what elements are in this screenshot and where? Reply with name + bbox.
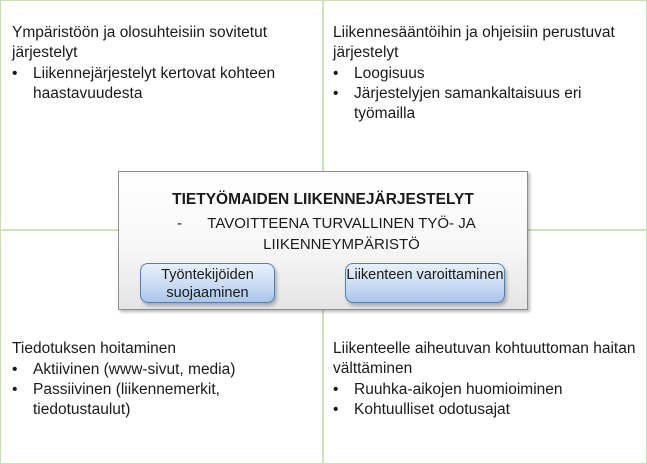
bullet-list <box>333 64 638 124</box>
bullet-list <box>333 380 638 420</box>
list-item <box>333 64 638 84</box>
quadrant-heading: Liikennesääntöihin ja ohjeisiin perustuvat järjestelyt <box>333 24 615 61</box>
bullet-icon: • <box>333 65 339 82</box>
list-item <box>12 380 312 420</box>
bullet-text: Aktiivinen (www-sivut, media) <box>33 361 236 378</box>
center-subtitle-text: TAVOITTEENA TURVALLINEN TYÖ- JA LIIKENNEYMPÄRISTÖ <box>207 215 476 253</box>
bullet-text: Järjestelyjen samankaltaisuus eri työmailla <box>354 85 582 122</box>
quadrant-bottom-right <box>333 339 638 420</box>
bullet-icon: • <box>12 65 18 82</box>
bullet-icon: • <box>333 401 339 418</box>
dash-marker: - <box>177 215 182 232</box>
bullet-list <box>12 360 312 420</box>
quadrant-heading: Ympäristöön ja olosuhteisiin sovitetut järjestelyt <box>12 24 268 61</box>
list-item <box>12 360 312 380</box>
quadrant-bottom-left <box>12 339 312 420</box>
quadrant-heading: Tiedotuksen hoitaminen <box>12 340 176 357</box>
bullet-icon: • <box>12 381 18 398</box>
center-subtitle <box>177 213 477 255</box>
bullet-list <box>12 64 312 104</box>
center-goal-box <box>118 171 528 310</box>
list-item <box>333 400 638 420</box>
quadrant-top-right <box>333 23 638 124</box>
bullet-text: Passiivinen (liikennemerkit, tiedotustaulut) <box>33 381 220 418</box>
center-title: TIETYÖMAIDEN LIIKENNEJÄRJESTELYT <box>172 191 474 208</box>
pill-worker-protection: Työntekijöiden suojaaminen <box>140 263 275 303</box>
list-item <box>12 64 312 104</box>
quadrant-top-left <box>12 23 312 104</box>
list-item <box>333 84 638 124</box>
bullet-icon: • <box>333 85 339 102</box>
list-item <box>333 380 638 400</box>
bullet-text: Ruuhka-aikojen huomioiminen <box>354 381 563 398</box>
bullet-text: Loogisuus <box>354 65 425 82</box>
bullet-icon: • <box>333 381 339 398</box>
bullet-text: Kohtuulliset odotusajat <box>354 401 510 418</box>
quadrant-heading: Liikenteelle aiheutuvan kohtuuttoman haitan välttäminen <box>333 340 636 377</box>
bullet-text: Liikennejärjestelyt kertovat kohteen haastavuudesta <box>33 65 276 102</box>
pill-traffic-warning: Liikenteen varoittaminen <box>345 263 505 303</box>
bullet-icon: • <box>12 361 18 378</box>
